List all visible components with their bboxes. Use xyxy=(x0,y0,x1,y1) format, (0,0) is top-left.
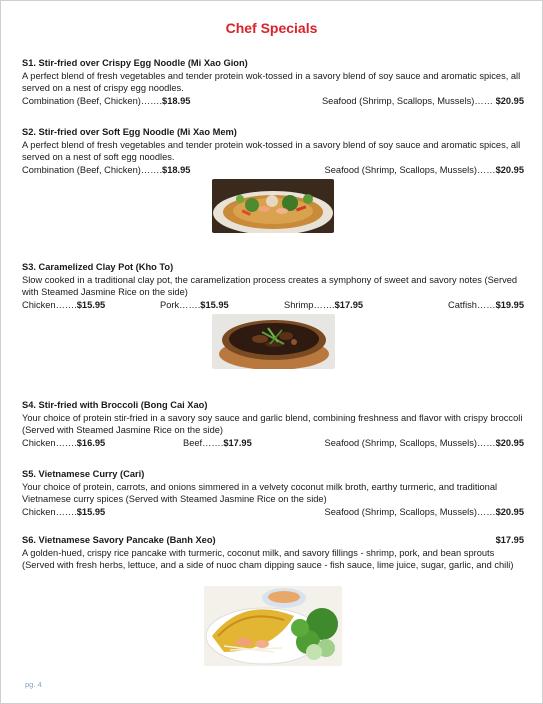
price-row xyxy=(22,299,524,312)
menu-item-s4 xyxy=(22,399,524,450)
price-option: Catfish……$19.95 xyxy=(448,299,524,310)
item-description: Your choice of protein, carrots, and onions simmered in a velvety coconut milk broth, earthy turmeric, and traditional Vietnamese curry spices (Served with Steamed Jasmine Rice on the side) xyxy=(22,481,498,504)
price-option: Seafood (Shrimp, Scallops, Mussels)…… $20.95 xyxy=(321,95,524,106)
price-option: Combination (Beef, Chicken)…….$18.95 xyxy=(22,164,191,175)
price-option: Chicken…….$16.95 xyxy=(22,437,106,448)
price-option: Seafood (Shrimp, Scallops, Mussels)……$20.95 xyxy=(324,506,524,517)
noodle-dish-image xyxy=(212,179,334,233)
price-row xyxy=(22,164,524,177)
price-option: Pork…….$15.95 xyxy=(160,299,229,310)
item-heading: S1. Stir-fried over Crispy Egg Noodle (Mi Xao Gion) xyxy=(22,58,248,68)
clay-pot-photo xyxy=(212,314,335,369)
page-number: pg. 4 xyxy=(25,680,42,689)
crispy-noodle-photo xyxy=(212,179,334,233)
item-description: Slow cooked in a traditional clay pot, the caramelization process creates a symphony of sweet and savory notes (Served with Steamed Jasmine Rice on the side) xyxy=(22,274,518,297)
item-price: $17.95 xyxy=(495,535,524,545)
item-description: Your choice of protein stir-fried in a savory soy sauce and garlic blend, combining freshness and flavor with crispy broccoli (Served with Steamed Jasmine Rice on the side) xyxy=(22,412,523,435)
price-row xyxy=(22,95,524,108)
item-heading: S3. Caramelized Clay Pot (Kho To) xyxy=(22,262,174,272)
price-option: Shrimp…….$17.95 xyxy=(284,299,364,310)
price-option: Chicken…….$15.95 xyxy=(22,506,106,517)
item-heading: S2. Stir-fried over Soft Egg Noodle (Mi Xao Mem) xyxy=(22,127,237,137)
item-heading: S4. Stir-fried with Broccoli (Bong Cai Xao) xyxy=(22,400,208,410)
price-option: Combination (Beef, Chicken)…….$18.95 xyxy=(22,95,191,106)
price-option: Beef…….$17.95 xyxy=(183,437,252,448)
pancake-photo xyxy=(204,586,342,666)
price-row xyxy=(22,506,524,519)
price-row xyxy=(22,437,524,450)
page-title: Chef Specials xyxy=(225,20,318,36)
menu-item-s1 xyxy=(22,57,524,108)
menu-item-s2 xyxy=(22,126,524,177)
item-description: A golden-hued, crispy rice pancake with turmeric, coconut milk, and savory fillings - shrimp, pork, and bean sprouts (Served with fresh herbs, lettuce, and a side of nuoc cham dipping sauce - fish sauce, lime juice, sugar, garlic, and chili) xyxy=(22,547,514,570)
clay-pot-image xyxy=(212,314,335,369)
price-option: Seafood (Shrimp, Scallops, Mussels)……$20.95 xyxy=(324,437,524,448)
item-description: A perfect blend of fresh vegetables and tender protein wok-tossed in a savory blend of soy sauce and aromatic spices, all served on a nest of soft egg noodles. xyxy=(22,139,521,162)
price-option: Seafood (Shrimp, Scallops, Mussels)……$20.95 xyxy=(324,164,524,175)
menu-item-s5 xyxy=(22,468,524,519)
item-heading: S5. Vietnamese Curry (Cari) xyxy=(22,469,145,479)
price-option: Chicken…….$15.95 xyxy=(22,299,106,310)
banh-xeo-image xyxy=(204,586,342,666)
menu-item-s6 xyxy=(22,534,524,572)
menu-item-s3 xyxy=(22,261,524,312)
item-heading: S6. Vietnamese Savory Pancake (Banh Xeo) xyxy=(22,535,216,545)
item-description: A perfect blend of fresh vegetables and tender protein wok-tossed in a savory blend of soy sauce and aromatic spices, all served on a nest of crispy egg noodles. xyxy=(22,70,521,93)
